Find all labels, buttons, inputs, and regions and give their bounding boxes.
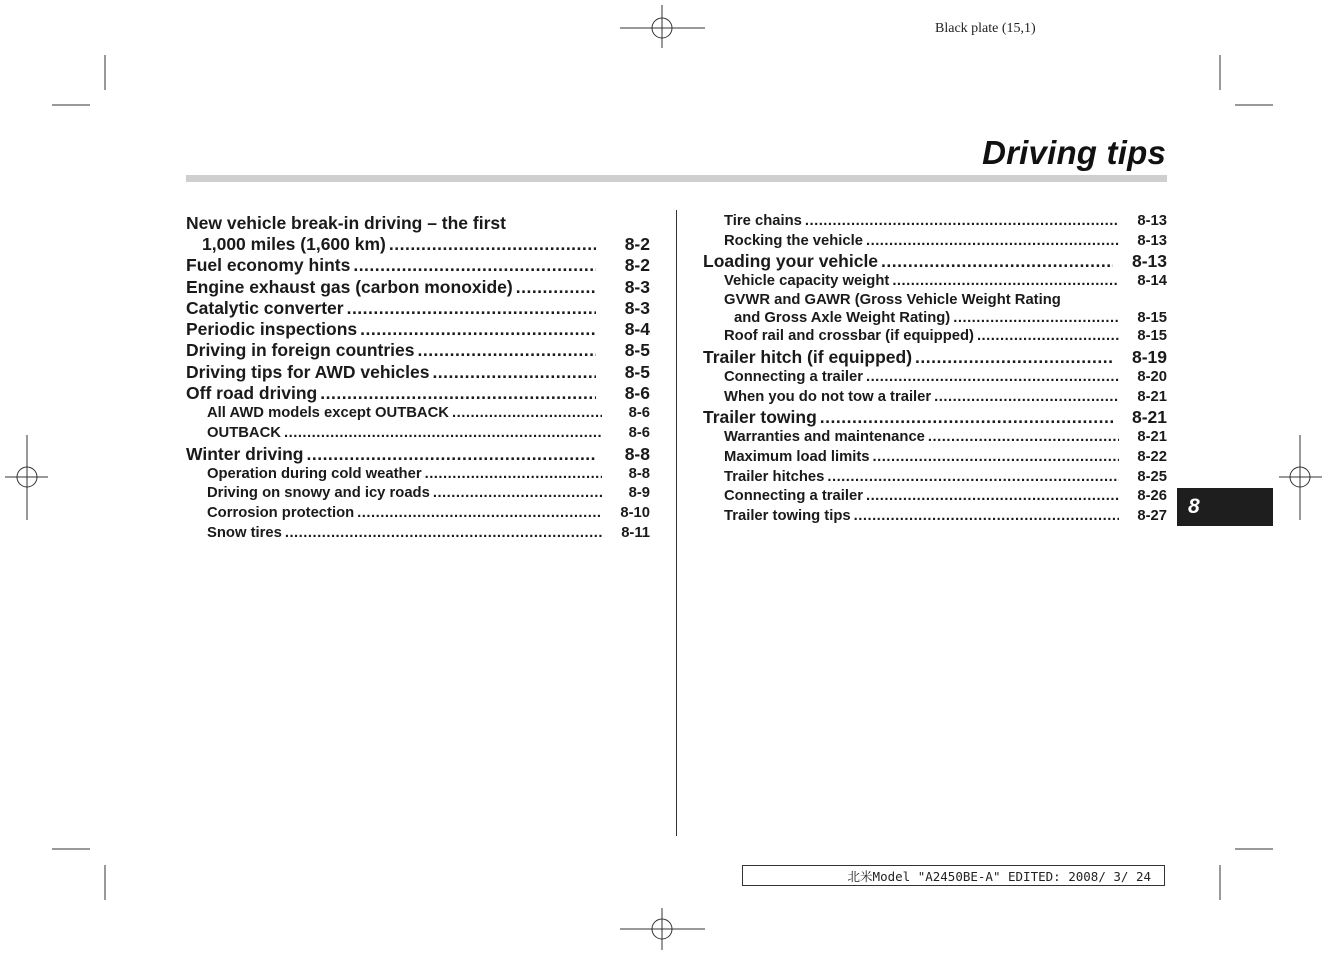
toc-leader-dots	[854, 507, 1119, 527]
toc-entry[interactable]	[186, 444, 650, 465]
toc-entry-title: Engine exhaust gas (carbon monoxide)	[186, 276, 513, 297]
toc-entry-title: Loading your vehicle	[703, 251, 879, 272]
toc-entry-title: 1,000 miles (1,600 km)	[202, 234, 386, 254]
toc-leader-dots	[306, 444, 596, 465]
toc-entry[interactable]	[703, 232, 1167, 252]
toc-page-number: 8-14	[1137, 273, 1167, 290]
toc-leader-dots	[425, 465, 602, 485]
toc-entry-line[interactable]	[186, 213, 650, 234]
toc-page-number: 8-26	[1137, 488, 1167, 505]
toc-entry-title: Vehicle capacity weight	[724, 273, 890, 290]
toc-entry-title: Warranties and maintenance	[724, 429, 925, 446]
toc-entry-title: Catalytic converter	[186, 297, 344, 318]
page-title: Driving tips	[982, 134, 1166, 171]
toc-page-number: 8-21	[1131, 407, 1167, 428]
edit-stamp: 北米Model "A2450BE-A" EDITED: 2008/ 3/ 24	[742, 865, 1165, 886]
toc-leader-dots	[805, 212, 1119, 232]
toc-entry-title: and Gross Axle Weight Rating)	[734, 310, 951, 327]
toc-entry-title: Corrosion protection	[207, 505, 355, 522]
toc-page-number: 8-22	[1137, 449, 1167, 466]
toc-leader-dots	[353, 255, 596, 276]
toc-entry-title: OUTBACK	[207, 424, 281, 441]
toc-leader-dots	[452, 404, 602, 424]
toc-entry[interactable]	[186, 465, 650, 485]
toc-page-number: 8-19	[1131, 346, 1167, 367]
toc-page-number: 8-13	[1131, 251, 1167, 272]
toc-page-number: 8-6	[624, 383, 650, 404]
toc-entry-title: Periodic inspections	[186, 319, 358, 340]
toc-entry-title: Operation during cold weather	[207, 465, 422, 482]
toc-entry-title: When you do not tow a trailer	[724, 388, 932, 405]
toc-leader-dots	[418, 340, 597, 361]
toc-entry-title: New vehicle break-in driving – the first	[186, 213, 506, 233]
toc-leader-dots	[357, 504, 602, 524]
toc-page-number: 8-6	[628, 405, 650, 422]
toc-leader-dots	[827, 468, 1119, 488]
toc-entry[interactable]	[703, 487, 1167, 507]
toc-leader-dots	[915, 347, 1113, 368]
toc-page-number: 8-8	[624, 443, 650, 464]
toc-entry[interactable]	[186, 340, 650, 361]
toc-entry[interactable]	[703, 468, 1167, 488]
toc-page-number: 8-5	[624, 340, 650, 361]
toc-page-number: 8-13	[1137, 213, 1167, 229]
toc-page-number: 8-2	[624, 255, 650, 276]
toc-leader-dots	[928, 428, 1119, 448]
toc-entry-title: Winter driving	[186, 443, 304, 464]
toc-leader-dots	[820, 407, 1113, 428]
toc-page-number: 8-3	[624, 276, 650, 297]
toc-leader-dots	[320, 383, 596, 404]
toc-leader-dots	[360, 319, 596, 340]
plate-label: Black plate (15,1)	[935, 21, 1036, 36]
toc-page-number: 8-10	[620, 505, 650, 522]
toc-page-number: 8-15	[1137, 328, 1167, 345]
toc-page-number: 8-3	[624, 297, 650, 318]
toc-entry[interactable]	[186, 255, 650, 276]
toc-entry[interactable]	[186, 383, 650, 404]
toc-entry-title: Maximum load limits	[724, 449, 870, 466]
toc-entry-title: Trailer hitches	[724, 468, 825, 485]
toc-entry-title: Driving on snowy and icy roads	[207, 485, 430, 502]
toc-entry[interactable]	[186, 524, 650, 544]
toc-entry-title: Trailer hitch (if equipped)	[703, 346, 913, 367]
toc-entry[interactable]	[186, 362, 650, 383]
toc-leader-dots	[934, 388, 1119, 408]
toc-entry[interactable]	[186, 404, 650, 424]
toc-leader-dots	[866, 368, 1119, 388]
toc-entry[interactable]	[186, 319, 650, 340]
toc-left-column	[186, 213, 650, 543]
toc-entry[interactable]	[703, 428, 1167, 448]
toc-entry-title: Off road driving	[186, 383, 318, 404]
toc-entry[interactable]	[703, 327, 1167, 347]
toc-page-number: 8-21	[1137, 388, 1167, 405]
toc-page-number: 8-27	[1137, 507, 1167, 524]
toc-page-number: 8-4	[624, 319, 650, 340]
toc-entry[interactable]	[703, 212, 1167, 232]
toc-page-number: 8-21	[1137, 429, 1167, 446]
toc-entry-title: Trailer towing	[703, 407, 817, 428]
toc-entry-title: Trailer towing tips	[724, 507, 851, 524]
toc-entry[interactable]	[703, 368, 1167, 388]
toc-entry-title: Connecting a trailer	[724, 488, 863, 505]
toc-page-number: 8-13	[1137, 232, 1167, 249]
toc-leader-dots	[866, 232, 1119, 252]
toc-entry[interactable]	[186, 277, 650, 298]
toc-leader-dots	[433, 484, 602, 504]
toc-leader-dots	[866, 487, 1119, 507]
toc-page-number: 8-15	[1137, 310, 1167, 327]
toc-page-number: 8-8	[628, 465, 650, 482]
toc-entry[interactable]	[703, 507, 1167, 527]
toc-entry[interactable]	[186, 424, 650, 444]
toc-entry-title: All AWD models except OUTBACK	[207, 405, 449, 422]
toc-leader-dots	[389, 234, 596, 255]
toc-page-number: 8-2	[624, 234, 650, 254]
toc-entry-title: Rocking the vehicle	[724, 232, 863, 249]
toc-page-number: 8-11	[621, 524, 650, 541]
toc-entry-title: Tire chains	[724, 213, 802, 229]
toc-leader-dots	[432, 362, 596, 383]
toc-leader-dots	[881, 251, 1113, 272]
toc-entry[interactable]	[703, 448, 1167, 468]
toc-leader-dots	[516, 277, 596, 298]
toc-leader-dots	[285, 524, 602, 544]
toc-right-column	[703, 212, 1167, 526]
toc-entry[interactable]	[703, 251, 1167, 272]
toc-entry[interactable]	[703, 407, 1167, 428]
toc-leader-dots	[284, 424, 602, 444]
toc-entry[interactable]	[186, 298, 650, 319]
title-rule	[186, 175, 1167, 182]
toc-entry[interactable]	[703, 388, 1167, 408]
chapter-tab[interactable]: 8	[1177, 488, 1273, 526]
toc-entry-title: Snow tires	[207, 524, 282, 541]
toc-page-number: 8-9	[628, 485, 650, 502]
toc-entry-title: Driving tips for AWD vehicles	[186, 361, 430, 382]
toc-page-number: 8-6	[628, 424, 650, 441]
toc-page-number: 8-25	[1137, 468, 1167, 485]
toc-page-number: 8-5	[624, 361, 650, 382]
toc-entry[interactable]	[186, 234, 650, 255]
toc-leader-dots	[892, 272, 1119, 292]
toc-entry[interactable]	[703, 272, 1167, 292]
toc-entry[interactable]	[703, 347, 1167, 368]
toc-entry[interactable]	[703, 309, 1167, 327]
toc-leader-dots	[953, 309, 1119, 327]
toc-entry-title: Driving in foreign countries	[186, 340, 415, 361]
toc-entry-title: Fuel economy hints	[186, 255, 351, 276]
toc-entry[interactable]	[186, 484, 650, 504]
column-divider	[676, 210, 677, 836]
toc-entry-title: Roof rail and crossbar (if equipped)	[724, 328, 974, 345]
toc-entry-title: Connecting a trailer	[724, 368, 863, 385]
toc-leader-dots	[347, 298, 596, 319]
toc-page-number: 8-20	[1137, 368, 1167, 385]
toc-entry-line[interactable]	[703, 292, 1167, 309]
toc-entry-title: GVWR and GAWR (Gross Vehicle Weight Rating	[724, 292, 1061, 309]
toc-entry[interactable]	[186, 504, 650, 524]
toc-leader-dots	[873, 448, 1119, 468]
toc-leader-dots	[977, 327, 1119, 347]
